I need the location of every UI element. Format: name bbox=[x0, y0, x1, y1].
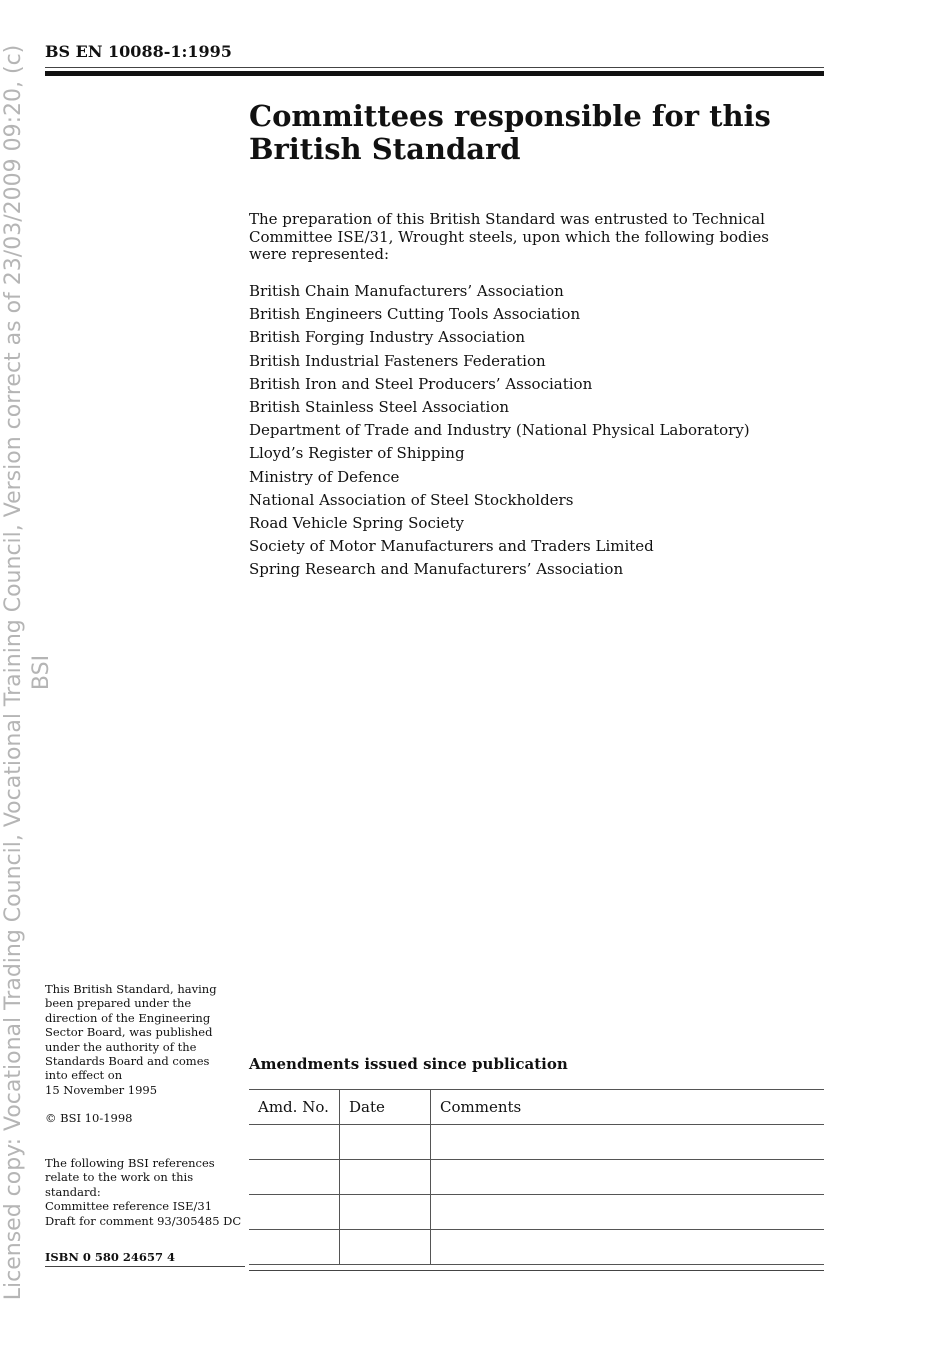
publication-line: Standards Board and comes bbox=[45, 1054, 210, 1069]
list-item: British Stainless Steel Association bbox=[249, 398, 510, 417]
table-row bbox=[249, 1195, 824, 1230]
list-item: Lloyd’s Register of Shipping bbox=[249, 444, 465, 463]
license-watermark bbox=[0, 0, 60, 1345]
header-rule-thin bbox=[45, 67, 824, 68]
column-header-date: Date bbox=[340, 1090, 431, 1125]
table-cell bbox=[431, 1160, 825, 1195]
reference-line: standard: bbox=[45, 1184, 101, 1199]
table-cell bbox=[431, 1125, 825, 1160]
table-cell bbox=[340, 1125, 431, 1160]
list-item: British Chain Manufacturers’ Association bbox=[249, 282, 564, 300]
amendments-table bbox=[249, 1089, 824, 1265]
list-item: British Industrial Fasteners Federation bbox=[249, 351, 546, 370]
list-item: Spring Research and Manufacturers’ Association bbox=[249, 560, 624, 579]
table-cell bbox=[249, 1195, 340, 1230]
draft-reference: Draft for comment 93/305485 DC bbox=[45, 1213, 242, 1228]
represented-bodies-list bbox=[249, 280, 809, 582]
column-header-comments: Comments bbox=[431, 1090, 825, 1125]
table-row bbox=[249, 1160, 824, 1195]
publication-line: This British Standard, having bbox=[45, 982, 217, 996]
reference-line: relate to the work on this bbox=[45, 1170, 194, 1185]
document-reference: BS EN 10088-1:1995 bbox=[45, 42, 232, 61]
committee-reference: Committee reference ISE/31 bbox=[45, 1199, 213, 1214]
column-header-amd-no: Amd. No. bbox=[249, 1090, 340, 1125]
table-cell bbox=[340, 1230, 431, 1265]
publication-note bbox=[45, 982, 245, 1097]
reference-line: The following BSI references bbox=[45, 1156, 215, 1170]
title-line-2: British Standard bbox=[249, 132, 521, 166]
publication-line: into effect on bbox=[45, 1068, 123, 1083]
copyright-notice: © BSI 10-1998 bbox=[45, 1111, 133, 1125]
watermark-line-2: BSI bbox=[29, 654, 54, 691]
table-row bbox=[249, 1230, 824, 1265]
table-cell bbox=[249, 1160, 340, 1195]
publication-date: 15 November 1995 bbox=[45, 1082, 158, 1097]
list-item: British Iron and Steel Producers’ Association bbox=[249, 374, 593, 393]
table-cell bbox=[340, 1160, 431, 1195]
intro-paragraph: The preparation of this British Standard was entrusted to Technical Committee ISE/31, Wrought steels, upon which the following bodies were represented: bbox=[249, 210, 769, 263]
watermark-line-1: Licensed copy: Vocational Trading Council, Vocational Training Council, Version correct as of 23/03/2009 09:20, (c) bbox=[1, 44, 26, 1301]
table-cell bbox=[249, 1230, 340, 1265]
bsi-references-note bbox=[45, 1156, 245, 1228]
list-item: Ministry of Defence bbox=[249, 467, 400, 486]
header-rule-thick bbox=[45, 71, 824, 76]
list-item: British Forging Industry Association bbox=[249, 328, 526, 347]
amendments-heading: Amendments issued since publication bbox=[249, 1055, 568, 1073]
isbn-number: ISBN 0 580 24657 4 bbox=[45, 1250, 175, 1264]
list-item: National Association of Steel Stockholders bbox=[249, 490, 574, 509]
table-header-row bbox=[249, 1090, 824, 1125]
table-row bbox=[249, 1125, 824, 1160]
sidebar-footer-rule bbox=[45, 1266, 245, 1267]
table-cell bbox=[431, 1195, 825, 1230]
table-cell bbox=[431, 1230, 825, 1265]
list-item: Road Vehicle Spring Society bbox=[249, 514, 465, 533]
table-cell bbox=[249, 1125, 340, 1160]
publication-line: direction of the Engineering bbox=[45, 1010, 211, 1025]
publication-line: Sector Board, was published bbox=[45, 1025, 213, 1040]
publication-line: under the authority of the bbox=[45, 1039, 197, 1054]
page-title bbox=[249, 100, 809, 166]
table-cell bbox=[340, 1195, 431, 1230]
list-item: Department of Trade and Industry (National Physical Laboratory) bbox=[249, 421, 750, 440]
list-item: Society of Motor Manufacturers and Traders Limited bbox=[249, 537, 654, 556]
footer-rule bbox=[249, 1270, 824, 1271]
title-line-1: Committees responsible for this bbox=[249, 99, 771, 133]
publication-line: been prepared under the bbox=[45, 996, 192, 1011]
list-item: British Engineers Cutting Tools Association bbox=[249, 305, 581, 324]
